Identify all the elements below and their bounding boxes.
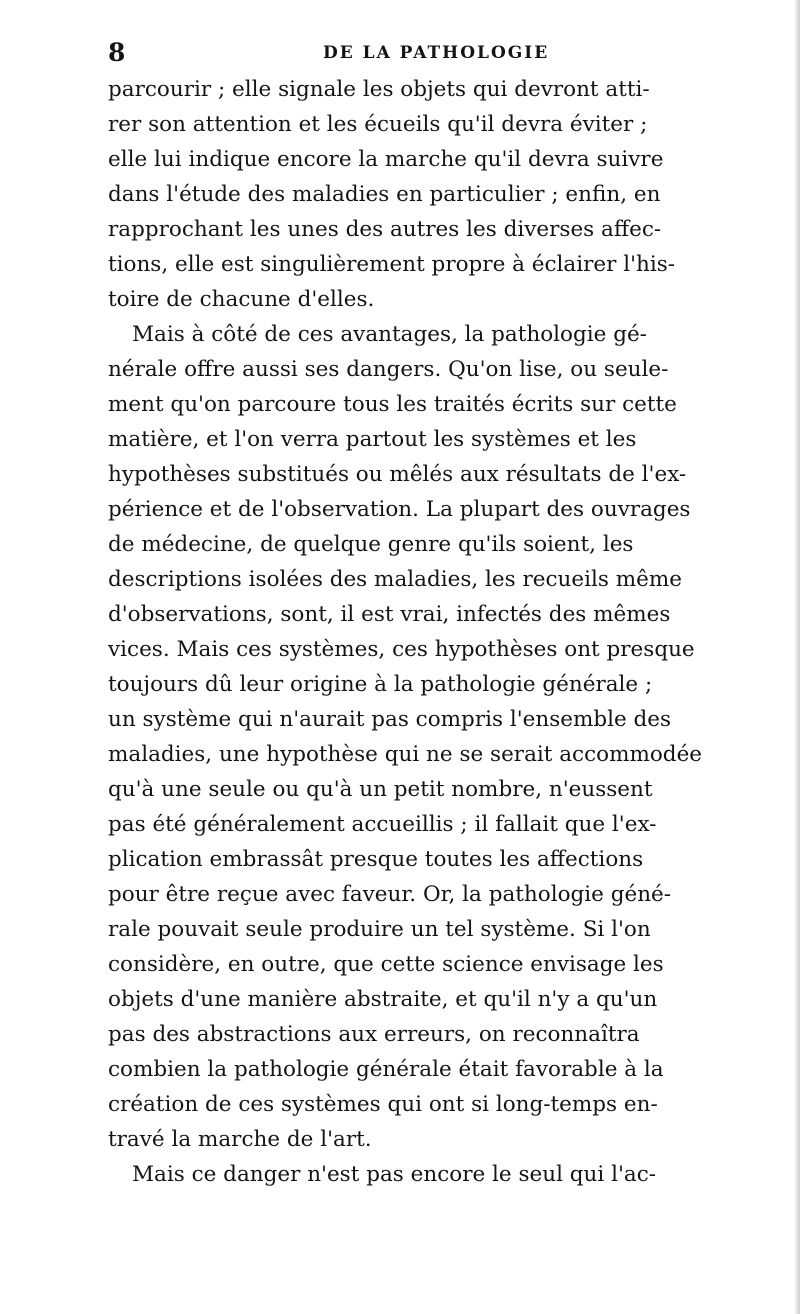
text-line: hypothèses substitués ou mêlés aux résultats de l'ex- (108, 462, 687, 487)
text-line: rapprochant les unes des autres les diverses affec- (108, 217, 662, 242)
text-line: dans l'étude des maladies en particulier ; enfin, en (108, 182, 661, 207)
text-line: pour être reçue avec faveur. Or, la pathologie géné- (108, 882, 672, 907)
paragraph-start-line: Mais ce danger n'est pas encore le seul qui l'ac- (132, 1162, 657, 1187)
text-line: rer son attention et les écueils qu'il devra éviter ; (108, 112, 648, 137)
text-line: considère, en outre, que cette science envisage les (108, 952, 664, 977)
text-line: parcourir ; elle signale les objets qui devront atti- (108, 77, 650, 102)
text-line: qu'à une seule ou qu'à un petit nombre, n'eussent (108, 777, 653, 802)
page-number: 8 (108, 38, 126, 67)
text-line: descriptions isolées des maladies, les recueils même (108, 567, 682, 592)
text-line: pas des abstractions aux erreurs, on reconnaîtra (108, 1022, 640, 1047)
text-line: nérale offre aussi ses dangers. Qu'on lise, ou seule- (108, 357, 669, 382)
text-line: tions, elle est singulièrement propre à éclairer l'his- (108, 252, 676, 277)
text-line: plication embrassât presque toutes les affections (108, 847, 644, 872)
text-line: maladies, une hypothèse qui ne se serait accommodée (108, 742, 703, 767)
text-line: toire de chacune d'elles. (108, 287, 375, 312)
text-line: elle lui indique encore la marche qu'il devra suivre (108, 147, 664, 172)
page-header (108, 36, 708, 70)
text-line: pas été généralement accueillis ; il fallait que l'ex- (108, 812, 657, 837)
text-line: objets d'une manière abstraite, et qu'il n'y a qu'un (108, 987, 658, 1012)
text-line: travé la marche de l'art. (108, 1127, 372, 1152)
text-line: vices. Mais ces systèmes, ces hypothèses ont presque (108, 637, 695, 662)
text-line: combien la pathologie générale était favorable à la (108, 1057, 664, 1082)
text-line: toujours dû leur origine à la pathologie générale ; (108, 672, 653, 697)
page-edge-shadow (794, 0, 800, 1314)
body-text (108, 72, 788, 1192)
running-title: DE LA PATHOLOGIE (323, 43, 550, 63)
text-line: périence et de l'observation. La plupart des ouvrages (108, 497, 691, 522)
text-line: matière, et l'on verra partout les systèmes et les (108, 427, 637, 452)
text-line: de médecine, de quelque genre qu'ils soient, les (108, 532, 634, 557)
paragraph-start-line: Mais à côté de ces avantages, la pathologie gé- (132, 322, 647, 347)
text-line: ment qu'on parcoure tous les traités écrits sur cette (108, 392, 677, 417)
text-line: création de ces systèmes qui ont si long-temps en- (108, 1092, 658, 1117)
text-line: d'observations, sont, il est vrai, infectés des mêmes (108, 602, 671, 627)
text-line: rale pouvait seule produire un tel système. Si l'on (108, 917, 651, 942)
text-line: un système qui n'aurait pas compris l'ensemble des (108, 707, 672, 732)
